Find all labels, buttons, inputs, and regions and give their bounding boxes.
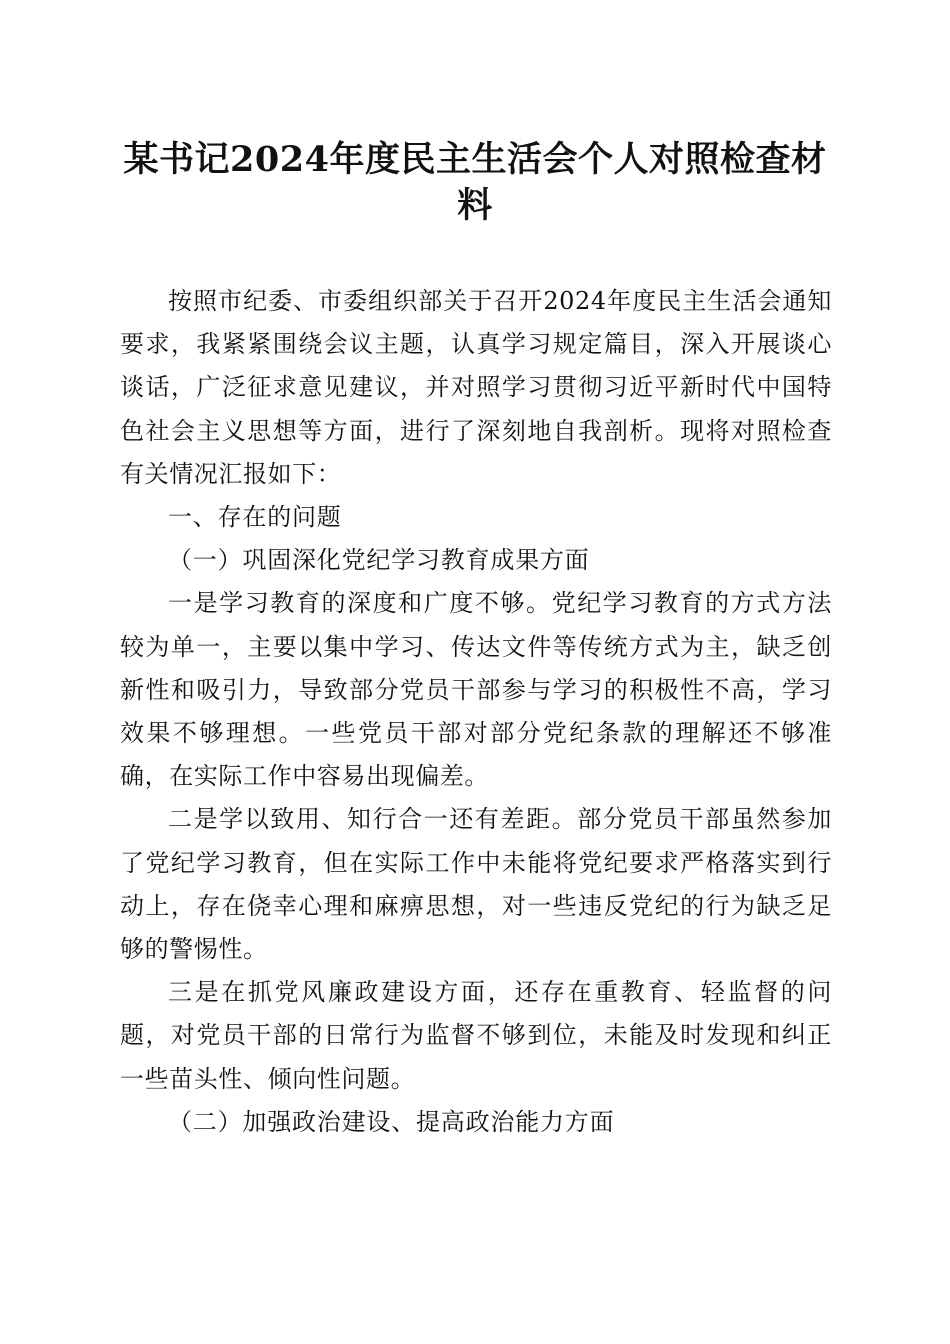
point-paragraph-1: 一是学习教育的深度和广度不够。党纪学习教育的方式方法较为单一，主要以集中学习、传达文件等传统方式为主，缺乏创新性和吸引力，导致部分党员干部参与学习的积极性不高，学习效果不够理想。一些党员干部对部分党纪条款的理解还不够准确，在实际工作中容易出现偏差。	[120, 589, 832, 791]
point-paragraph-3: 三是在抓党风廉政建设方面，还存在重教育、轻监督的问题，对党员干部的日常行为监督不够到位，未能及时发现和纠正一些苗头性、倾向性问题。	[120, 978, 832, 1093]
subsection-heading-2: （二）加强政治建设、提高政治能力方面	[168, 1107, 615, 1136]
point-paragraph-2: 二是学以致用、知行合一还有差距。部分党员干部虽然参加了党纪学习教育，但在实际工作中未能将党纪要求严格落实到行动上，存在侥幸心理和麻痹思想，对一些违反党纪的行为缺乏足够的警惕性。	[120, 805, 832, 964]
section-heading-problems: 一、存在的问题	[168, 503, 342, 532]
subsection-heading-1: （一）巩固深化党纪学习教育成果方面	[168, 546, 590, 575]
document-title: 某书记2024年度民主生活会个人对照检查材料	[123, 139, 827, 226]
intro-paragraph: 按照市纪委、市委组织部关于召开2024年度民主生活会通知要求，我紧紧围绕会议主题，认真学习规定篇目，深入开展谈心谈话，广泛征求意见建议，并对照学习贯彻习近平新时代中国特色社会主义思想等方面，进行了深刻地自我剖析。现将对照检查有关情况汇报如下：	[120, 287, 832, 488]
document-body	[120, 280, 832, 1144]
